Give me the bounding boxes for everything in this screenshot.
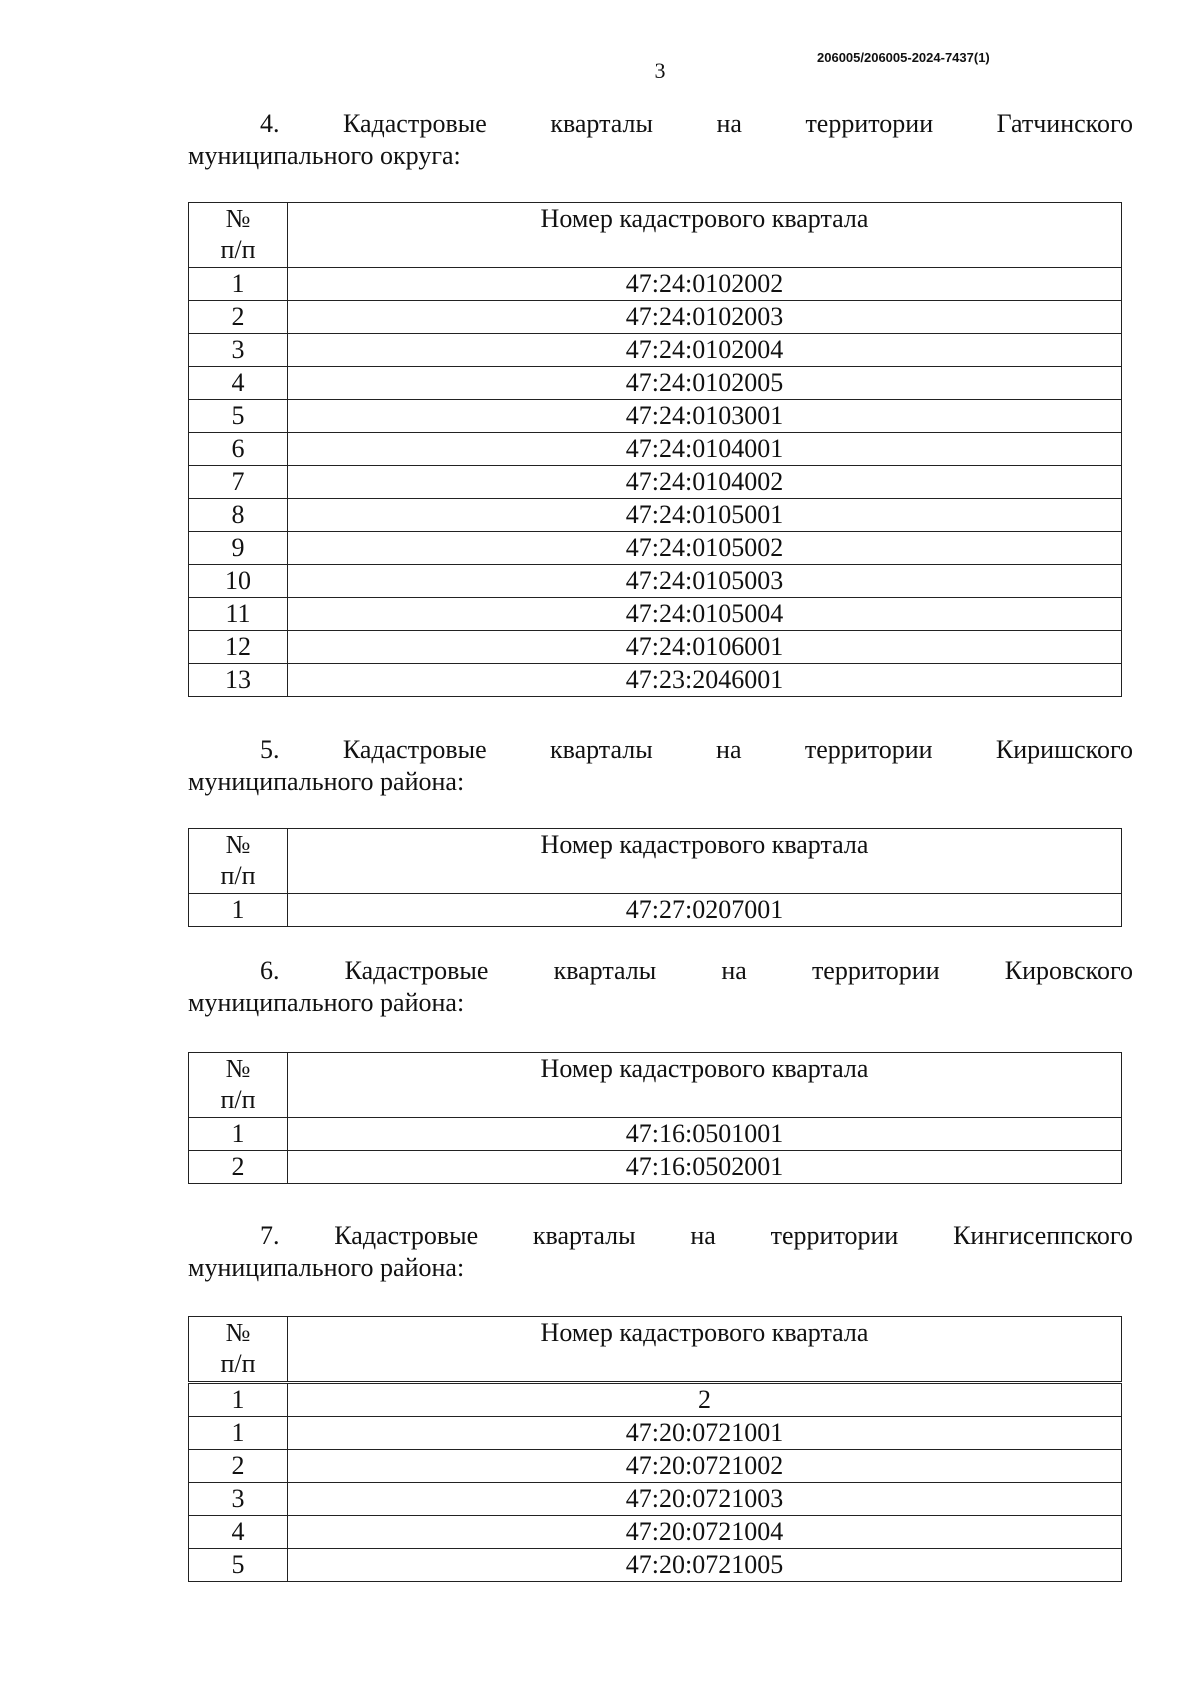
heading-word: кварталы (550, 109, 653, 138)
column-number-cell: 1 (189, 1383, 288, 1417)
row-number-cell: 4 (189, 1516, 288, 1549)
header-quarter-cell: Номер кадастрового квартала (288, 1317, 1122, 1383)
table-row (189, 1549, 1122, 1582)
cadastral-number-cell: 47:20:0721001 (288, 1417, 1122, 1450)
heading-word: Кадастровые (334, 1221, 479, 1250)
cadastral-number-cell: 47:24:0105004 (288, 598, 1122, 631)
document-id: 206005/206005-2024-7437(1) (817, 50, 990, 65)
table-row (189, 631, 1122, 664)
cadastral-number-cell: 47:24:0104001 (288, 433, 1122, 466)
cadastral-table (188, 828, 1122, 927)
row-number-cell: 2 (189, 301, 288, 334)
heading-word: Кировского (1004, 956, 1133, 985)
row-number-cell: 8 (189, 499, 288, 532)
cadastral-number-cell: 47:24:0104002 (288, 466, 1122, 499)
header-number-cell: № п/п (189, 829, 288, 894)
heading-word: 4. (260, 109, 280, 138)
table-row (189, 1516, 1122, 1549)
cadastral-number-cell: 47:24:0105001 (288, 499, 1122, 532)
table-row (189, 499, 1122, 532)
heading-word: 7. (260, 1221, 280, 1250)
table-row (189, 598, 1122, 631)
heading-word: кварталы (532, 1221, 636, 1250)
table-row (189, 466, 1122, 499)
heading-word: территории (811, 956, 940, 985)
header-quarter-cell: Номер кадастрового квартала (288, 203, 1122, 268)
row-number-cell: 7 (189, 466, 288, 499)
table-header-row (189, 1317, 1122, 1383)
table-row (189, 1417, 1122, 1450)
table-row (189, 1483, 1122, 1516)
cadastral-number-cell: 47:24:0105002 (288, 532, 1122, 565)
table-row (189, 400, 1122, 433)
page-number: 3 (654, 58, 666, 83)
heading-word: Кадастровые (344, 956, 489, 985)
row-number-cell: 5 (189, 1549, 288, 1582)
heading-word: 6. (260, 956, 280, 985)
cadastral-number-cell: 47:16:0501001 (288, 1118, 1122, 1151)
section-heading-continuation: муниципального района: (188, 767, 465, 796)
section-intro (188, 734, 1133, 798)
cadastral-number-cell: 47:20:0721003 (288, 1483, 1122, 1516)
row-number-cell: 3 (189, 334, 288, 367)
table-header-row (189, 203, 1122, 268)
row-number-cell: 1 (189, 268, 288, 301)
table-row (189, 1151, 1122, 1184)
heading-word: Киришского (995, 735, 1133, 764)
header-number-cell: № п/п (189, 203, 288, 268)
section-heading-line (188, 108, 1133, 140)
heading-word: Кадастровые (343, 109, 487, 138)
table-row (189, 1118, 1122, 1151)
heading-word: на (721, 956, 747, 985)
table-row (189, 894, 1122, 927)
section-heading-continuation: муниципального округа: (188, 141, 461, 170)
row-number-cell: 6 (189, 433, 288, 466)
cadastral-number-cell: 47:24:0105003 (288, 565, 1122, 598)
table-row (189, 301, 1122, 334)
table-row (189, 565, 1122, 598)
section-heading-line (188, 734, 1133, 766)
heading-word: кварталы (550, 735, 653, 764)
header-quarter-cell: Номер кадастрового квартала (288, 1053, 1122, 1118)
cadastral-table (188, 1052, 1122, 1184)
cadastral-number-cell: 47:20:0721002 (288, 1450, 1122, 1483)
cadastral-number-cell: 47:24:0102004 (288, 334, 1122, 367)
section-heading-line (188, 955, 1133, 987)
cadastral-number-cell: 47:27:0207001 (288, 894, 1122, 927)
heading-word: 5. (260, 735, 280, 764)
heading-word: на (716, 735, 742, 764)
row-number-cell: 2 (189, 1450, 288, 1483)
header-number-cell: № п/п (189, 1317, 288, 1383)
cadastral-number-cell: 47:20:0721005 (288, 1549, 1122, 1582)
cadastral-number-cell: 47:24:0102002 (288, 268, 1122, 301)
row-number-cell: 3 (189, 1483, 288, 1516)
header-quarter-cell: Номер кадастрового квартала (288, 829, 1122, 894)
heading-word: на (716, 109, 742, 138)
section-heading-line (188, 1220, 1133, 1252)
heading-word: на (690, 1221, 716, 1250)
row-number-cell: 1 (189, 1417, 288, 1450)
table-row (189, 1450, 1122, 1483)
cadastral-table (188, 202, 1122, 697)
heading-word: территории (805, 109, 934, 138)
table-row (189, 268, 1122, 301)
row-number-cell: 9 (189, 532, 288, 565)
row-number-cell: 1 (189, 894, 288, 927)
column-number-cell: 2 (288, 1383, 1122, 1417)
heading-word: Гатчинского (996, 109, 1133, 138)
section-heading-continuation: муниципального района: (188, 988, 465, 1017)
cadastral-number-cell: 47:24:0103001 (288, 400, 1122, 433)
row-number-cell: 4 (189, 367, 288, 400)
section-intro (188, 955, 1133, 1019)
section-heading-continuation: муниципального района: (188, 1253, 465, 1282)
cadastral-number-cell: 47:20:0721004 (288, 1516, 1122, 1549)
heading-word: территории (804, 735, 933, 764)
table-row (189, 664, 1122, 697)
header-number-cell: № п/п (189, 1053, 288, 1118)
cadastral-table (188, 1316, 1122, 1582)
table-row (189, 532, 1122, 565)
cadastral-number-cell: 47:23:2046001 (288, 664, 1122, 697)
cadastral-number-cell: 47:24:0106001 (288, 631, 1122, 664)
heading-word: кварталы (553, 956, 657, 985)
row-number-cell: 5 (189, 400, 288, 433)
section-intro (188, 1220, 1133, 1284)
table-row (189, 367, 1122, 400)
cadastral-number-cell: 47:24:0102003 (288, 301, 1122, 334)
section-intro (188, 108, 1133, 172)
cadastral-number-cell: 47:24:0102005 (288, 367, 1122, 400)
table-header-row (189, 1053, 1122, 1118)
table-row (189, 433, 1122, 466)
heading-word: Кингисеппского (953, 1221, 1133, 1250)
column-number-row (189, 1383, 1122, 1417)
table-header-row (189, 829, 1122, 894)
row-number-cell: 11 (189, 598, 288, 631)
cadastral-number-cell: 47:16:0502001 (288, 1151, 1122, 1184)
row-number-cell: 2 (189, 1151, 288, 1184)
row-number-cell: 1 (189, 1118, 288, 1151)
row-number-cell: 12 (189, 631, 288, 664)
heading-word: территории (770, 1221, 899, 1250)
row-number-cell: 10 (189, 565, 288, 598)
table-row (189, 334, 1122, 367)
heading-word: Кадастровые (342, 735, 487, 764)
row-number-cell: 13 (189, 664, 288, 697)
